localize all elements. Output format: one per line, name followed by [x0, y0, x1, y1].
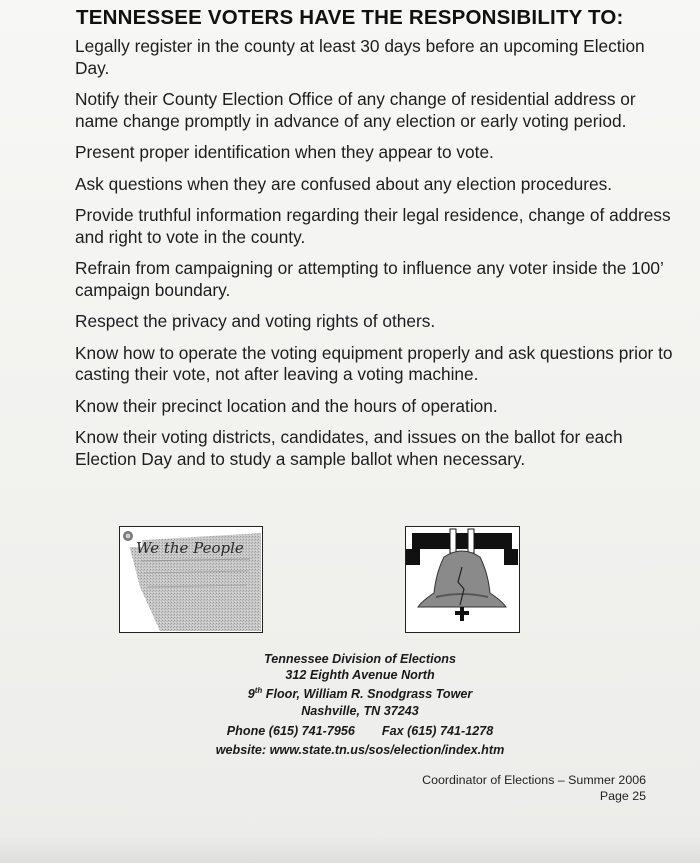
liberty-bell-image [405, 526, 520, 633]
list-item: Ask questions when they are confused about any election procedures. [75, 173, 613, 194]
list-item: Legally register in the county at least 30 days before an upcoming Election Day. [75, 36, 645, 78]
footer-publication: Coordinator of Elections – Summer 2006 [422, 773, 646, 787]
org-name: Tennessee Division of Elections [264, 652, 456, 666]
liberty-bell-drawing [406, 527, 518, 631]
list-item: Present proper identification when they appear to vote. [75, 142, 494, 162]
page-heading: TENNESSEE VOTERS HAVE THE RESPONSIBILITY TO: [76, 6, 624, 29]
list-item: Know how to operate the voting equipment properly and ask questions prior to casting their vote, not after leaving a voting machine. [75, 342, 673, 384]
constitution-drawing [120, 527, 261, 631]
phone-fax-row [160, 723, 560, 739]
contact-block [160, 651, 560, 758]
fax-number: Fax (615) 741-1278 [381, 724, 494, 738]
we-the-people-text: We the People [136, 539, 244, 557]
street-address: 312 Eighth Avenue North [285, 668, 435, 683]
floor-address: 9th Floor, William R. Snodgrass Tower [247, 686, 473, 702]
list-item: Know their voting districts, candidates, and issues on the ballot for each Election Day and to study a sample ballot when necessary. [75, 427, 623, 469]
list-item: Know their precinct location and the hours of operation. [75, 395, 498, 416]
website-url: website: www.state.tn.us/sos/election/index.htm [215, 743, 505, 758]
city-address: Nashville, TN 37243 [301, 703, 419, 718]
list-item: Provide truthful information regarding their legal residence, change of address and right to vote in the county. [75, 205, 671, 247]
list-item: Refrain from campaigning or attempting to influence any voter inside the 100’ campaign boundary. [75, 258, 664, 300]
page-footer [380, 772, 646, 804]
paper-edge-shadow [0, 836, 700, 863]
constitution-we-the-people-image [119, 526, 263, 633]
list-item: Respect the privacy and voting rights of others. [75, 311, 436, 331]
list-item: Notify their County Election Office of any change of residential address or name change promptly in advance of any election or early voting period. [75, 89, 636, 131]
page-number: Page 25 [599, 789, 646, 803]
responsibility-list [75, 36, 675, 480]
phone-number: Phone (615) 741-7956 [226, 724, 355, 738]
